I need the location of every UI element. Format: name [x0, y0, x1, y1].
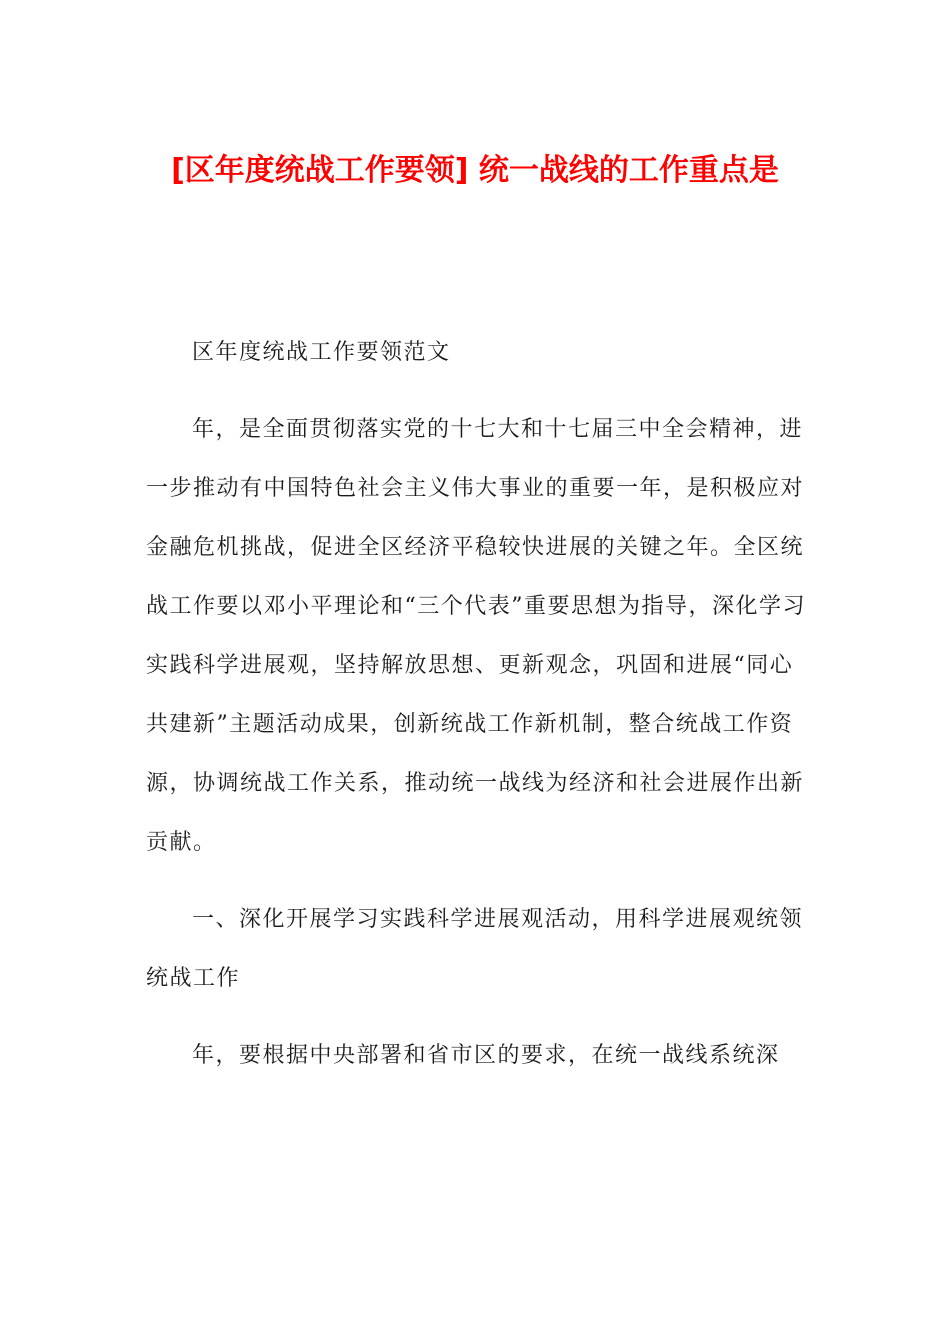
paragraph-main: 年，是全面贯彻落实党的十七大和十七届三中全会精神，进一步推动有中国特色社会主义伟大事业的重要一年，是积极应对金融危机挑战，促进全区经济平稳较快进展的关键之年。全区统战工作要以邓小平理论和“三个代表”重要思想为指导，深化学习实践科学进展观，坚持解放思想、更新观念，巩固和进展“同心共建新”主题活动成果，创新统战工作新机制，整合统战工作资源，协调统战工作关系，推动统一战线为经济和社会进展作出新贡献。 [146, 417, 806, 855]
paragraph-section-heading: 一、深化开展学习实践科学进展观活动，用科学进展观统领统战工作 [146, 907, 804, 991]
paragraph-intro: 区年度统战工作要领范文 [192, 340, 451, 365]
document-body [146, 323, 810, 1103]
document-title: [区年度统战工作要领] 统一战线的工作重点是 [171, 153, 779, 188]
paragraph-section-body: 年，要根据中央部署和省市区的要求，在统一战线系统深 [192, 1043, 780, 1068]
